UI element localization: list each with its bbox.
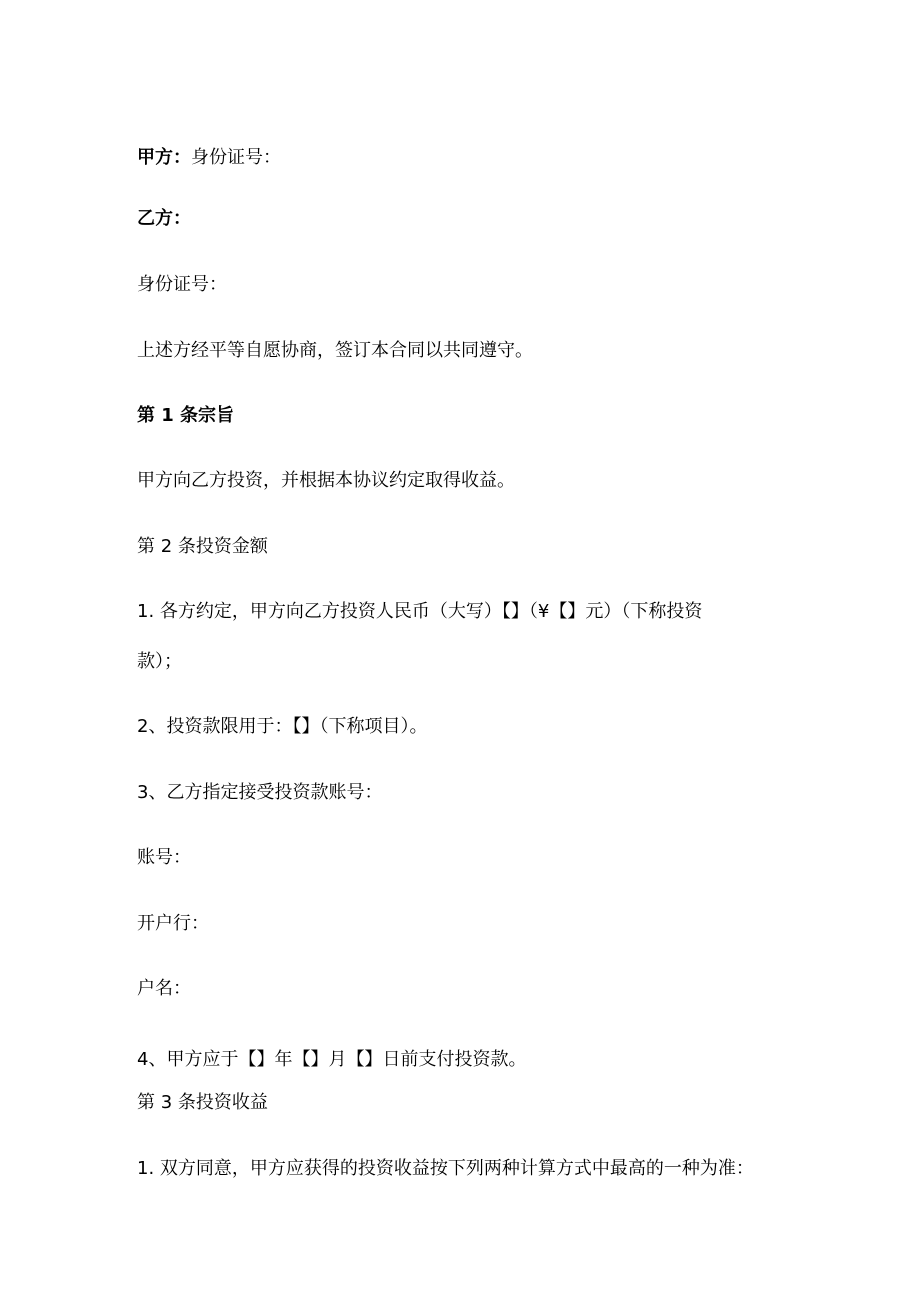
article-2-heading: 第 2 条投资金额 <box>137 536 268 557</box>
party-a-line <box>137 146 281 170</box>
article-2-item-1-line-1: 1. 各方约定，甲方向乙方投资人民币（大写）【】（¥【】元）（下称投资 <box>137 601 703 622</box>
article-2-item-3: 3、乙方指定接受投资款账号： <box>137 782 383 803</box>
account-name-label: 户名： <box>137 978 191 999</box>
article-1-text: 甲方向乙方投资，并根据本协议约定取得收益。 <box>137 470 515 491</box>
preamble: 上述方经平等自愿协商，签订本合同以共同遵守。 <box>137 340 533 361</box>
party-b-label: 乙方： <box>137 208 191 229</box>
account-number-label: 账号： <box>137 847 191 868</box>
bank-label: 开户行： <box>137 913 209 934</box>
article-3-heading: 第 3 条投资收益 <box>137 1092 268 1113</box>
article-2-item-1-line-2: 款）； <box>137 651 182 672</box>
article-2-item-2: 2、投资款限用于：【】（下称项目）。 <box>137 716 428 737</box>
article-2-item-4: 4、甲方应于【】年【】月【】日前支付投资款。 <box>137 1049 527 1070</box>
article-3-item-1: 1. 双方同意，甲方应获得的投资收益按下列两种计算方式中最高的一种为准： <box>137 1158 754 1179</box>
party-a-id-label: 身份证号： <box>191 147 281 168</box>
article-1-heading: 第 1 条宗旨 <box>137 405 235 426</box>
party-b-id-label: 身份证号： <box>137 274 227 295</box>
party-a-label: 甲方： <box>137 147 191 168</box>
